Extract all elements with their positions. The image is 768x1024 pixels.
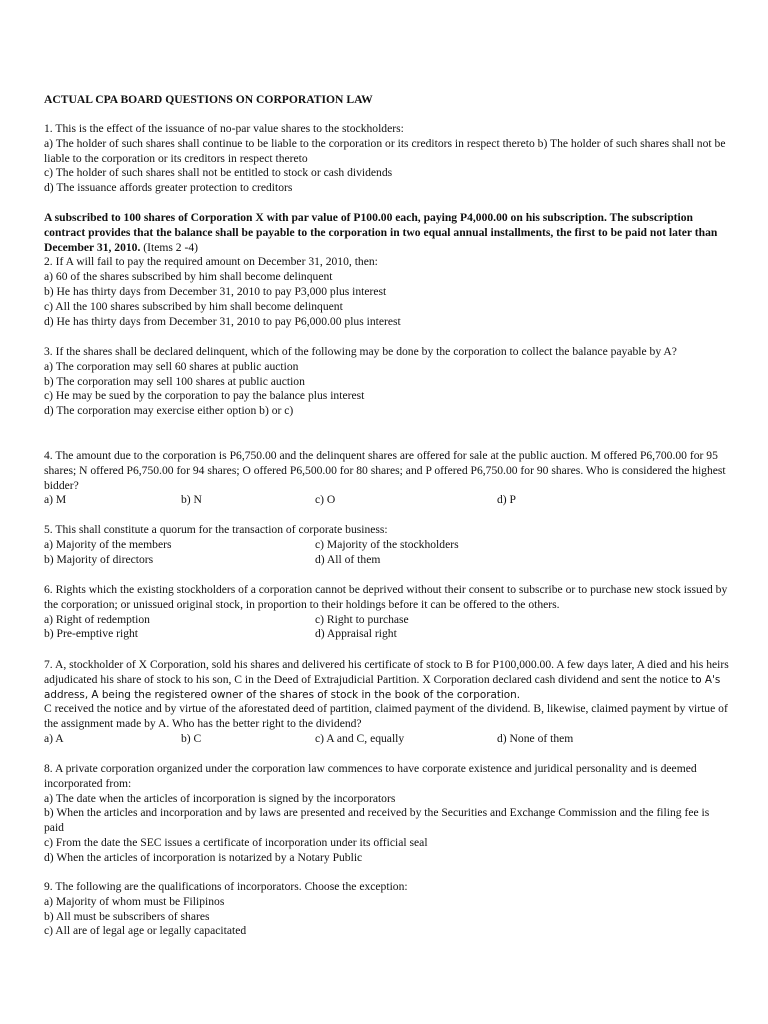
question-2-stem: 2. If A will fail to pay the required amount on December 31, 2010, then: [44, 255, 378, 269]
question-4-option-a: a) M [44, 493, 67, 507]
question-6-options-row-1 [44, 613, 730, 628]
question-5-options-row-1 [44, 538, 730, 553]
question-7-stem-part-1: 7. A, stockholder of X Corporation, sold his shares and delivered his certificate of stock to B for P100,000.00. A few days later, A died and his heirs adjudicated his share of stock to his son, C in the Deed of Extrajudicial Partition. X Corporation declared cash dividend and sent the notice [44, 658, 729, 686]
question-9-stem: 9. The following are the qualifications of incorporators. Choose the exception: [44, 880, 408, 893]
case-1 [44, 211, 730, 329]
question-7-stem-part-2: to A's address, A being the registered owner of the shares of stock in the book of the corporation. [44, 673, 721, 701]
question-4-option-d: d) P [497, 493, 517, 507]
question-8-stem: 8. A private corporation organized under the corporation law commences to have corporate existence and juridical personality and is deemed incorporated from: [44, 762, 697, 790]
question-9-option-c: c) All are of legal age or legally capacitated [44, 924, 247, 938]
question-4 [44, 449, 730, 508]
question-6-option-b: b) Pre-emptive right [44, 627, 139, 641]
question-2-option-b: b) He has thirty days from December 31, 2010 to pay P3,000 plus interest [44, 284, 387, 298]
question-7-options [44, 732, 730, 747]
question-1-stem: 1. This is the effect of the issuance of no-par value shares to the stockholders: [44, 122, 404, 135]
question-6-option-a: a) Right of redemption [44, 612, 150, 626]
question-2-option-c: c) All the 100 shares subscribed by him shall become delinquent [44, 299, 343, 313]
question-9-option-b: b) All must be subscribers of shares [44, 909, 210, 923]
question-3 [44, 345, 730, 419]
question-3-option-c: c) He may be sued by the corporation to pay the balance plus interest [44, 389, 365, 403]
question-1-option-c: c) The holder of such shares shall not be entitled to stock or cash dividends [44, 166, 393, 180]
question-8-option-b: b) When the articles and incorporation and by laws are presented and received by the Securities and Exchange Commission and the filing fee is paid [44, 806, 710, 835]
question-7-option-d: d) None of them [497, 731, 574, 745]
question-1-option-d: d) The issuance affords greater protection to creditors [44, 181, 293, 195]
question-7 [44, 658, 730, 747]
question-1 [44, 122, 730, 196]
question-6-option-c: c) Right to purchase [315, 612, 409, 626]
question-5-option-b: b) Majority of directors [44, 552, 154, 566]
question-3-option-b: b) The corporation may sell 100 shares at public auction [44, 374, 305, 388]
question-8-option-d: d) When the articles of incorporation is notarized by a Notary Public [44, 850, 363, 864]
question-7-stem-part-3: C received the notice and by virtue of the aforestated deed of partition, claimed payment of the dividend. B, likewise, claimed payment by virtue of the assignment made by A. Who has the better right to the dividend? [44, 702, 728, 731]
question-7-option-c: c) A and C, equally [315, 731, 405, 745]
question-3-stem: 3. If the shares shall be declared delinquent, which of the following may be done by the corporation to collect the balance payable by A? [44, 345, 677, 358]
question-5-option-a: a) Majority of the members [44, 537, 172, 551]
question-8-option-c: c) From the date the SEC issues a certificate of incorporation under its official seal [44, 835, 428, 849]
question-9 [44, 880, 730, 939]
question-2-option-a: a) 60 of the shares subscribed by him shall become delinquent [44, 270, 333, 284]
question-5-options-row-2 [44, 553, 730, 568]
case-1-bold: A subscribed to 100 shares of Corporation X with par value of P100.00 each, paying P4,000.00 on his subscription. The subscription contract provides that the balance shall be payable to the corporation in two equal annual installments, the first to be paid not later than December 31, 2010. [44, 211, 718, 254]
question-6-option-d: d) Appraisal right [315, 627, 397, 641]
case-1-text [44, 211, 730, 255]
question-5 [44, 523, 730, 567]
case-1-items: (Items 2 -4) [140, 240, 199, 254]
question-9-option-a: a) Majority of whom must be Filipinos [44, 894, 225, 908]
question-5-option-d: d) All of them [315, 552, 381, 566]
question-7-stem [44, 658, 730, 702]
question-4-options [44, 493, 730, 508]
question-5-stem: 5. This shall constitute a quorum for the transaction of corporate business: [44, 523, 388, 536]
question-6-stem: 6. Rights which the existing stockholders of a corporation cannot be deprived without their consent to subscribe or to purchase new stock issued by the corporation; or unissued original stock, in proportion to their holdings before it can be offered to the others. [44, 583, 728, 611]
document-title: ACTUAL CPA BOARD QUESTIONS ON CORPORATION LAW [44, 93, 373, 106]
question-8 [44, 762, 730, 866]
question-7-option-a: a) A [44, 731, 64, 745]
question-3-option-d: d) The corporation may exercise either option b) or c) [44, 404, 294, 418]
question-7-option-b: b) C [181, 731, 202, 745]
question-4-option-c: c) O [315, 493, 336, 507]
question-4-stem: 4. The amount due to the corporation is P6,750.00 and the delinquent shares are offered for sale at the public auction. M offered P6,700.00 for 95 shares; N offered P6,750.00 for 94 shares; O offered P6,500.00 for 80 shares; and P offered P6,750.00 for 90 shares. Who is considered the highest bidder? [44, 449, 726, 492]
question-8-option-a: a) The date when the articles of incorporation is signed by the incorporators [44, 791, 396, 805]
question-2-option-d: d) He has thirty days from December 31, 2010 to pay P6,000.00 plus interest [44, 314, 401, 328]
question-6 [44, 583, 730, 642]
question-6-options-row-2 [44, 627, 730, 642]
question-1-options-ab: a) The holder of such shares shall continue to be liable to the corporation or its creditors in respect thereto b) The holder of such shares shall not be liable to the corporation or its creditors in respect thereto [44, 136, 726, 165]
question-3-option-a: a) The corporation may sell 60 shares at public auction [44, 359, 299, 373]
question-4-option-b: b) N [181, 493, 202, 507]
question-5-option-c: c) Majority of the stockholders [315, 537, 459, 551]
